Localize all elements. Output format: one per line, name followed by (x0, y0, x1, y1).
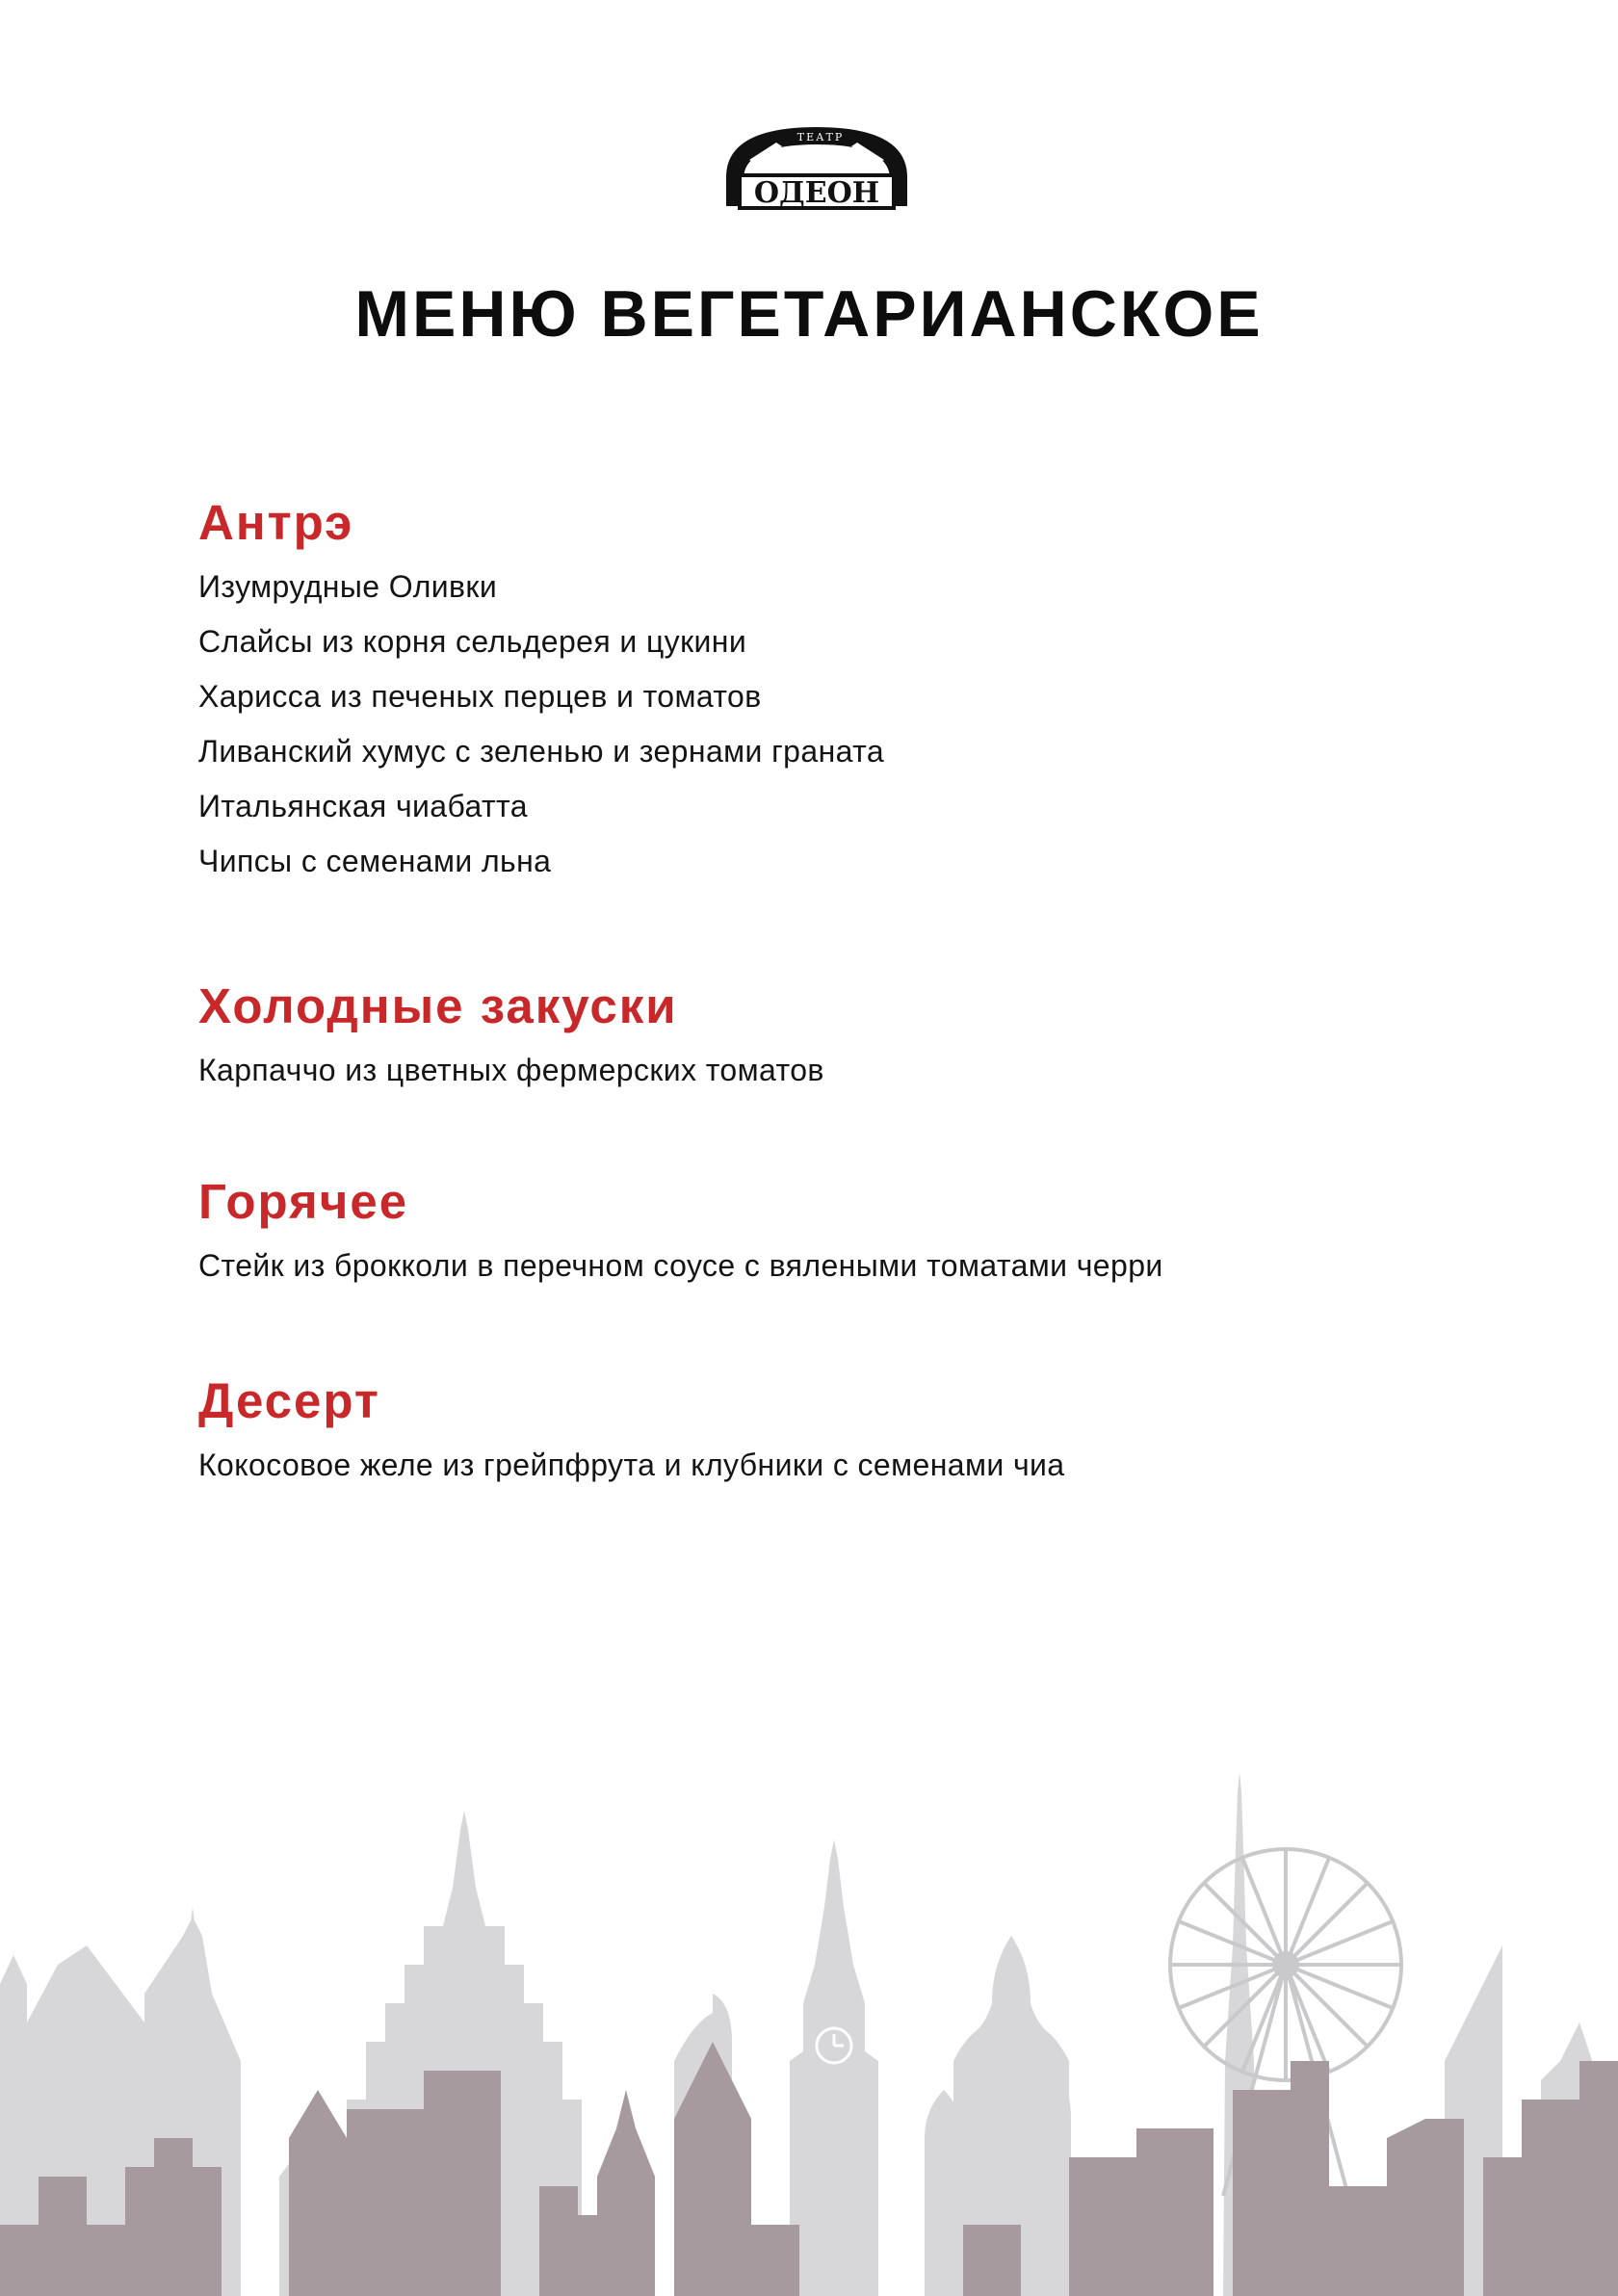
menu-item: Харисса из печеных перцев и томатов (198, 679, 762, 714)
section-cold-appetizers (198, 978, 1450, 1098)
menu-item: Стейк из брокколи в перечном соусе с вялеными томатами черри (198, 1248, 1163, 1283)
section-heading: Холодные закуски (198, 978, 678, 1033)
item-list (198, 1043, 1450, 1098)
item-list (198, 560, 1450, 889)
page-title: МЕНЮ ВЕГЕТАРИАНСКОЕ (354, 277, 1264, 351)
item-list (198, 1438, 1450, 1493)
menu-item: Слайсы из корня сельдерея и цукини (198, 624, 747, 659)
section-dessert (198, 1372, 1450, 1493)
city-skyline-illustration (0, 1772, 1618, 2296)
section-hot (198, 1173, 1450, 1293)
section-entree (198, 494, 1450, 889)
menu-item: Кокосовое желе из грейпфрута и клубники с семенами чиа (198, 1448, 1065, 1482)
menu-item: Изумрудные Оливки (198, 569, 498, 604)
menu-item: Чипсы с семенами льна (198, 844, 552, 878)
logo-text-main: ОДЕОН (753, 176, 880, 210)
section-heading: Горячее (198, 1174, 409, 1229)
menu-item: Ливанский хумус с зеленью и зернами граната (198, 734, 885, 769)
menu-item: Итальянская чиабатта (198, 789, 528, 823)
menu-item: Карпаччо из цветных фермерских томатов (198, 1053, 824, 1087)
section-heading: Антрэ (198, 495, 354, 550)
section-heading: Десерт (198, 1373, 380, 1428)
item-list (198, 1239, 1450, 1293)
logo-text-top: ТЕАТР (796, 131, 845, 144)
odeon-theatre-logo (720, 121, 913, 218)
